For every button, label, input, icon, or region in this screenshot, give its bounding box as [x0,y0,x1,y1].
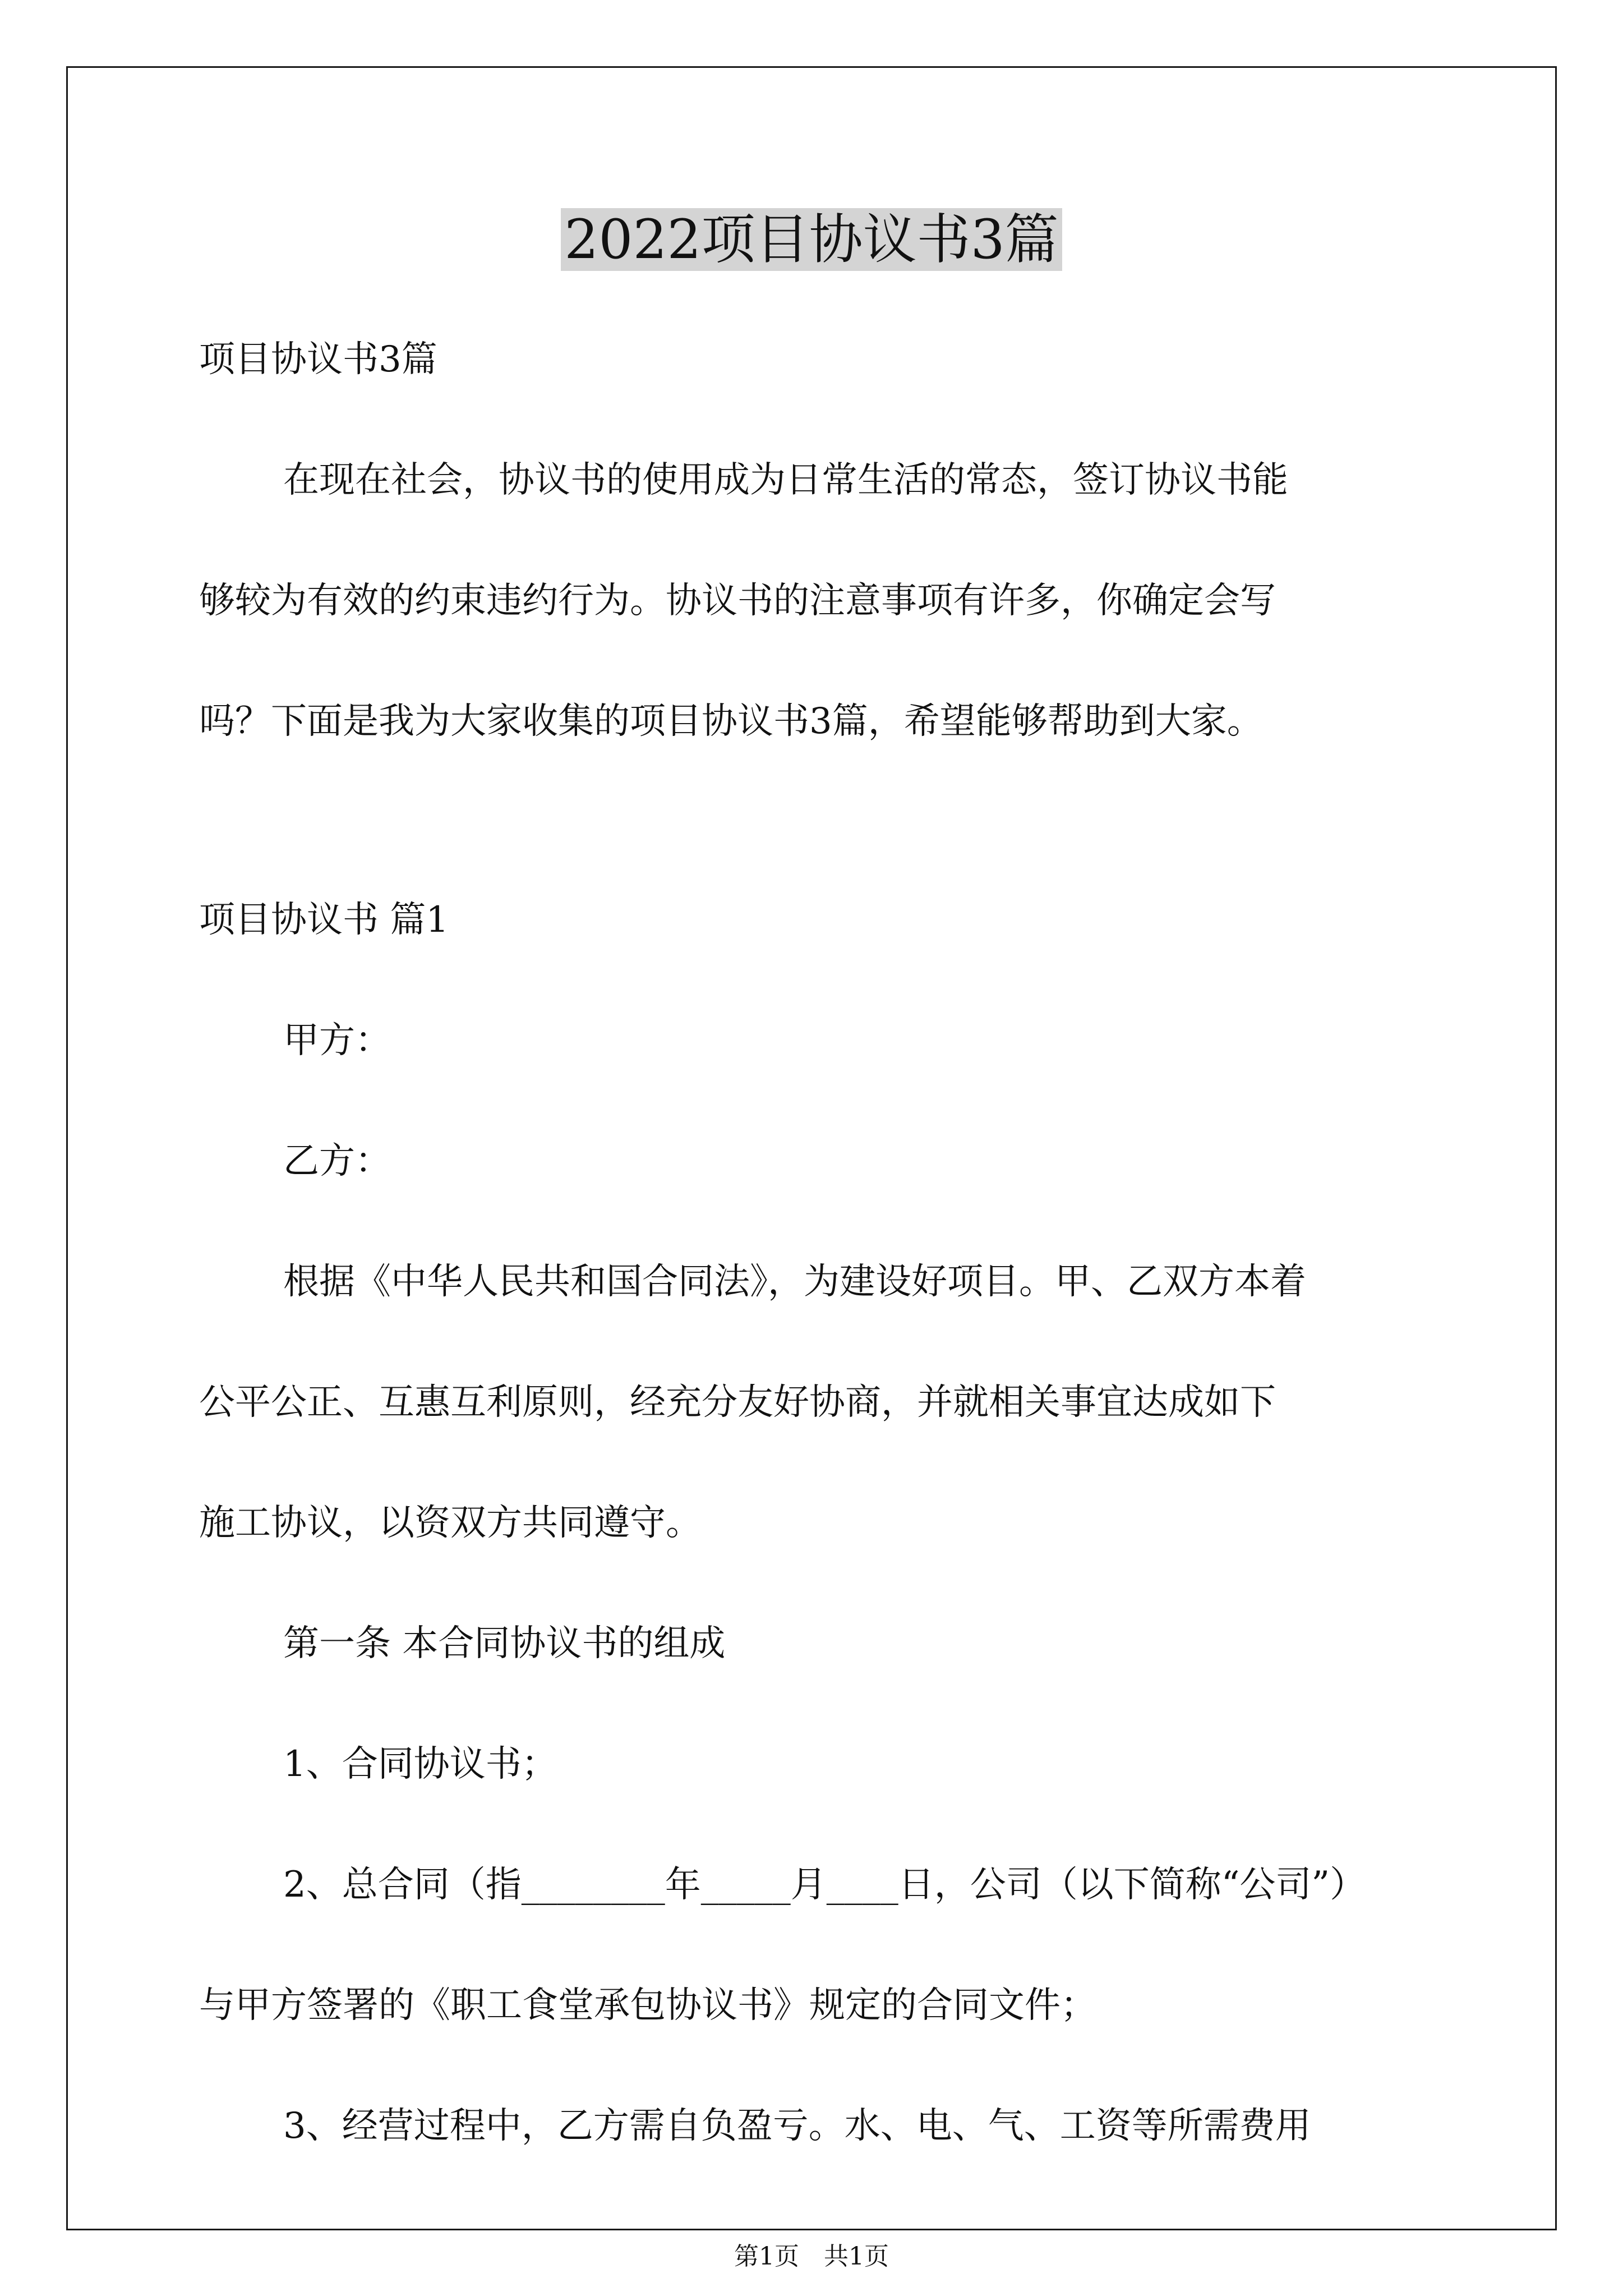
page-footer: 第1页 共1页 [734,2242,889,2271]
intro-paragraph-line-3: 吗？下面是我为大家收集的项目协议书3篇，希望能够帮助到大家。 [199,701,1263,742]
clause-3-line-1: 3、经营过程中，乙方需自负盈亏。水、电、气、工资等所需费用 [283,2105,1311,2147]
basis-paragraph-line-2: 公平公正、互惠互利原则，经充分友好协商，并就相关事宜达成如下 [199,1382,1276,1423]
party-a-line: 甲方： [283,1020,391,1061]
intro-paragraph-line-1: 在现在社会，协议书的使用成为日常生活的常态，签订协议书能 [283,459,1288,501]
document-title-text: 2022项目协议书3篇 [561,208,1062,271]
clause-2-line-2: 与甲方签署的《职工食堂承包协议书》规定的合同文件； [199,1985,1096,2026]
clause-1: 1、合同协议书； [283,1743,557,1785]
document-title [0,197,1623,282]
article-one-heading: 第一条 本合同协议书的组成 [283,1623,726,1664]
section-heading: 项目协议书 篇1 [199,899,449,941]
doc-subtitle: 项目协议书3篇 [199,339,437,380]
clause-2-line-1: 2、总合同（指________年_____月____日，公司（以下简称“公司”） [283,1864,1366,1906]
basis-paragraph-line-3: 施工协议，以资双方共同遵守。 [199,1502,702,1544]
intro-paragraph-line-2: 够较为有效的约束违约行为。协议书的注意事项有许多，你确定会写 [199,580,1276,622]
party-b-line: 乙方： [283,1140,391,1182]
basis-paragraph-line-1: 根据《中华人民共和国合同法》，为建设好项目。甲、乙双方本着 [283,1261,1306,1303]
